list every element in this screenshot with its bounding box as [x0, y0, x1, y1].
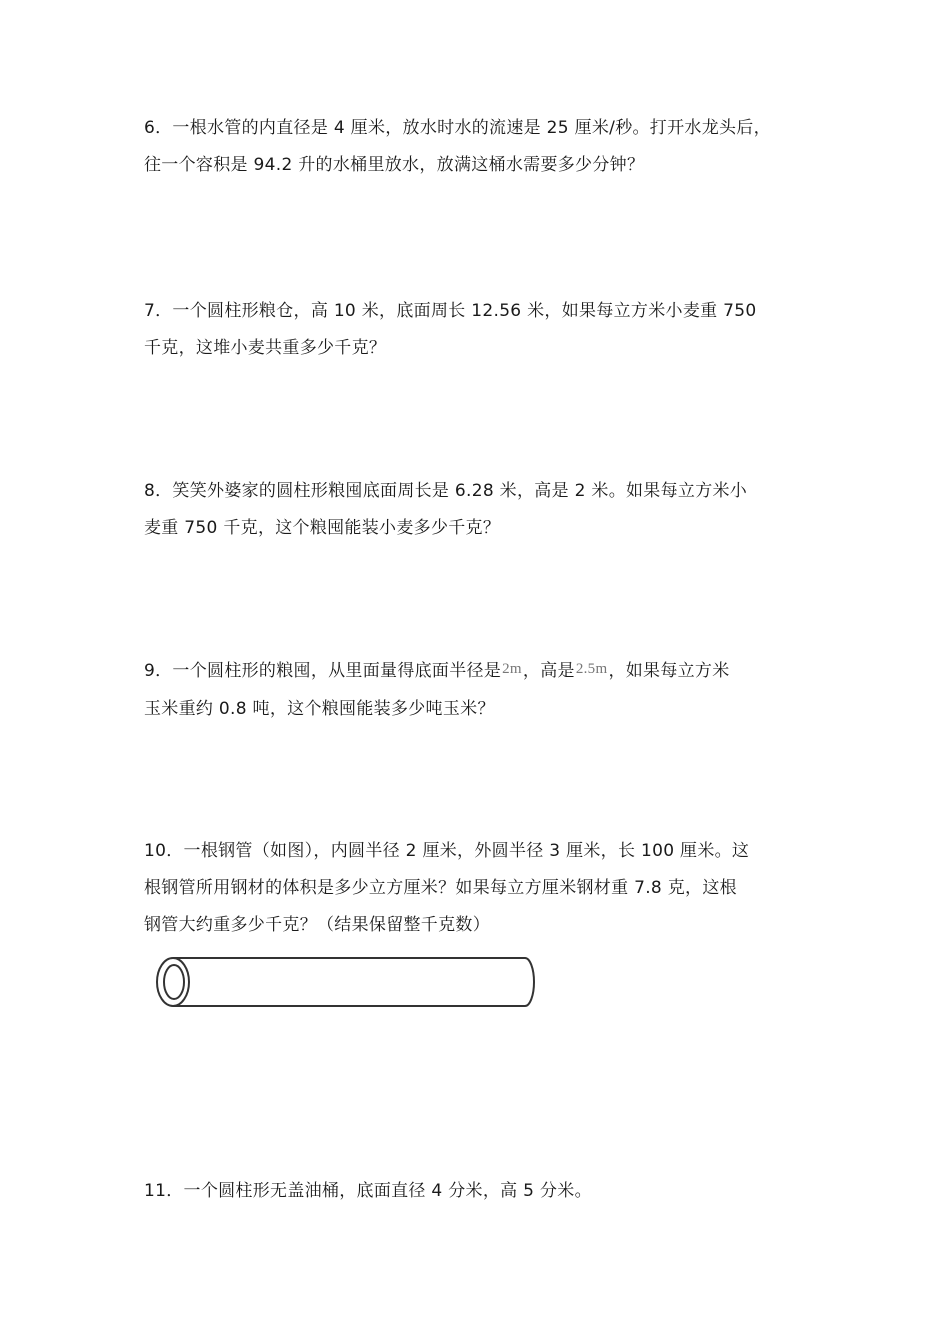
problem-8 [144, 473, 824, 547]
problem-10 [144, 833, 824, 944]
problem-8-line-1: 8．笑笑外婆家的圆柱形粮囤底面周长是 6.28 米，高是 2 米。如果每立方米小 [144, 481, 748, 501]
pipe-inner-rim [164, 965, 184, 999]
problem-9-text-b: ，高是 [522, 661, 575, 681]
problem-7-line-1: 7．一个圆柱形粮仓，高 10 米，底面周长 12.56 米，如果每立方米小麦重 750 [144, 301, 757, 321]
problem-6 [144, 110, 824, 184]
problem-10-line-2: 根钢管所用钢材的体积是多少立方厘米？如果每立方厘米钢材重 7.8 克，这根 [144, 878, 737, 898]
steel-pipe-figure [150, 952, 542, 1012]
problem-10-line-3: 钢管大约重多少千克？（结果保留整千克数） [144, 915, 490, 935]
problem-9 [144, 653, 824, 728]
radius-value: 2m [502, 661, 522, 677]
pipe-far-end [525, 958, 534, 1006]
problem-11 [144, 1173, 824, 1210]
problem-9-text-c: ，如果每立方米 [608, 661, 730, 681]
problem-9-text-a: 9．一个圆柱形的粮囤，从里面量得底面半径是 [144, 661, 502, 681]
problem-6-line-2: 往一个容积是 94.2 升的水桶里放水，放满这桶水需要多少分钟？ [144, 155, 645, 175]
problem-7-line-2: 千克，这堆小麦共重多少千克？ [144, 338, 387, 358]
pipe-outline-icon [157, 958, 534, 1006]
problem-11-line-1: 11．一个圆柱形无盖油桶，底面直径 4 分米，高 5 分米。 [144, 1181, 592, 1201]
problem-9-line-1 [144, 653, 824, 691]
problem-10-line-1: 10．一根钢管（如图），内圆半径 2 厘米，外圆半径 3 厘米，长 100 厘米。这 [144, 841, 750, 861]
height-value: 2.5m [575, 661, 608, 677]
problem-8-line-2: 麦重 750 千克，这个粮囤能装小麦多少千克？ [144, 518, 501, 538]
problem-6-line-1: 6．一根水管的内直径是 4 厘米，放水时水的流速是 25 厘米/秒。打开水龙头后， [144, 118, 771, 138]
problem-9-line-2: 玉米重约 0.8 吨，这个粮囤能装多少吨玉米？ [144, 699, 495, 719]
problem-7 [144, 293, 824, 367]
